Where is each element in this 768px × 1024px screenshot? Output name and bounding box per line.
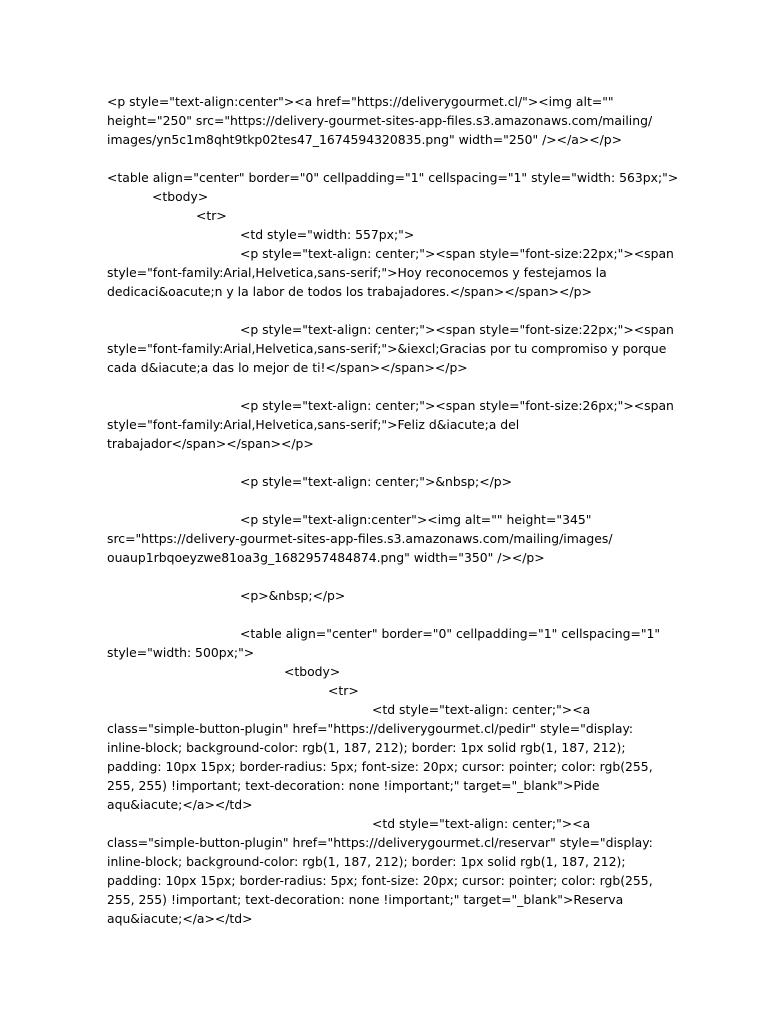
code-line: inline-block; background-color: rgb(1, 187, 212); border: 1px solid rgb(1, 187, 212); (107, 740, 626, 755)
code-line: padding: 10px 15px; border-radius: 5px; font-size: 20px; cursor: pointer; color: rgb(255, (107, 759, 653, 774)
code-line: class="simple-button-plugin" href="https://deliverygourmet.cl/pedir" style="display: (107, 721, 634, 736)
code-line: <table align="center" border="0" cellpadding="1" cellspacing="1" style="width: 563px;"> (107, 170, 679, 185)
code-line: style="font-family:Arial,Helvetica,sans-serif;">Feliz d&iacute;a del (107, 417, 520, 432)
code-line: <tr> (328, 683, 359, 698)
code-line: 255, 255) !important; text-decoration: none !important;" target="_blank">Reserva (107, 892, 624, 907)
code-line: src="https://delivery-gourmet-sites-app-files.s3.amazonaws.com/mailing/images/ (107, 531, 613, 546)
code-line: images/yn5c1m8qht9tkp02tes47_1674594320835.png" width="250" /></a></p> (107, 132, 623, 147)
code-line: aqu&iacute;</a></td> (107, 797, 253, 812)
code-line: <table align="center" border="0" cellpadding="1" cellspacing="1" (240, 626, 661, 641)
code-line: <p style="text-align: center;"><span style="font-size:26px;"><span (240, 398, 674, 413)
code-line: height="250" src="https://delivery-gourmet-sites-app-files.s3.amazonaws.com/mailing/ (107, 113, 653, 128)
code-line: trabajador</span></span></p> (107, 436, 314, 451)
code-line: <td style="width: 557px;"> (240, 227, 415, 242)
code-line: <p style="text-align:center"><a href="https://deliverygourmet.cl/"><img alt="" (107, 94, 614, 109)
code-line: <tbody> (152, 189, 209, 204)
code-line: <p style="text-align: center;"><span style="font-size:22px;"><span (240, 246, 674, 261)
code-line: cada d&iacute;a das lo mejor de ti!</span></span></p> (107, 360, 468, 375)
code-line: style="width: 500px;"> (107, 645, 255, 660)
code-line: <td style="text-align: center;"><a (372, 816, 591, 831)
code-line: <td style="text-align: center;"><a (372, 702, 591, 717)
code-line: padding: 10px 15px; border-radius: 5px; font-size: 20px; cursor: pointer; color: rgb(255, (107, 873, 653, 888)
code-line: style="font-family:Arial,Helvetica,sans-serif;">Hoy reconocemos y festejamos la (107, 265, 607, 280)
code-line: <p style="text-align: center;"><span style="font-size:22px;"><span (240, 322, 674, 337)
code-line: ouaup1rbqoeyzwe81oa3g_1682957484874.png" width="350" /></p> (107, 550, 545, 565)
code-line: style="font-family:Arial,Helvetica,sans-serif;">&iexcl;Gracias por tu compromiso y porque (107, 341, 667, 356)
code-line: 255, 255) !important; text-decoration: none !important;" target="_blank">Pide (107, 778, 600, 793)
code-line: <tbody> (284, 664, 341, 679)
code-line: aqu&iacute;</a></td> (107, 911, 253, 926)
code-line: class="simple-button-plugin" href="https://deliverygourmet.cl/reservar" style="display: (107, 835, 653, 850)
code-line: <p style="text-align:center"><img alt="" height="345" (240, 512, 592, 527)
code-line: dedicaci&oacute;n y la labor de todos los trabajadores.</span></span></p> (107, 284, 592, 299)
code-line: <p style="text-align: center;">&nbsp;</p> (240, 474, 513, 489)
code-line: <tr> (196, 208, 227, 223)
code-line: inline-block; background-color: rgb(1, 187, 212); border: 1px solid rgb(1, 187, 212); (107, 854, 626, 869)
code-line: <p>&nbsp;</p> (240, 588, 346, 603)
